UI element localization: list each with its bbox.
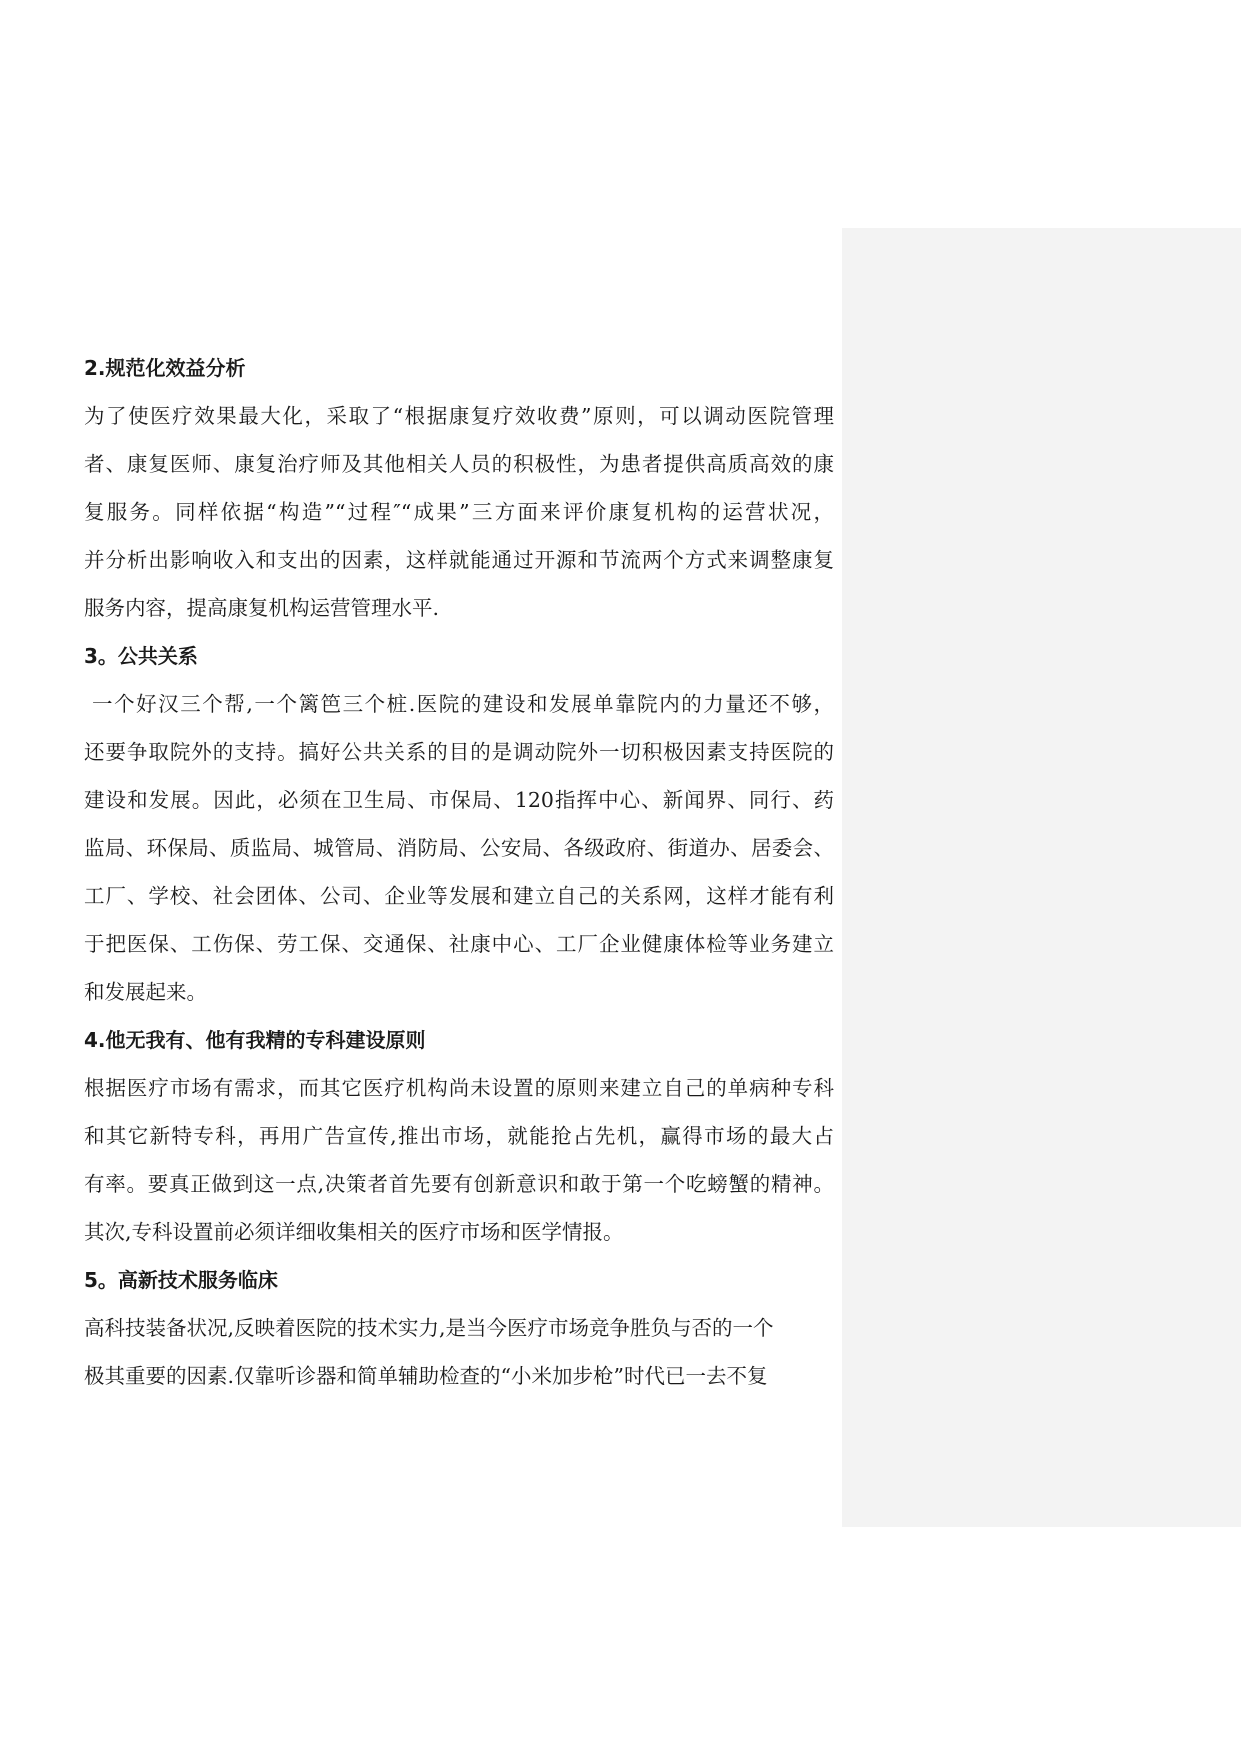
paragraph-line: 还要争取院外的支持。搞好公共关系的目的是调动院外一切积极因素支持医院的 (84, 740, 834, 764)
section-paragraph (84, 392, 834, 632)
paragraph-line: 建设和发展。因此，必须在卫生局、市保局、120指挥中心、新闻界、同行、药 (84, 788, 834, 812)
paragraph-line: 者、康复医师、康复治疗师及其他相关人员的积极性，为患者提供高质高效的康 (84, 452, 834, 476)
paragraph-line: 一个好汉三个帮,一个篱笆三个桩.医院的建设和发展单靠院内的力量还不够， (84, 692, 834, 716)
paragraph-line: 监局、环保局、质监局、城管局、消防局、公安局、各级政府、街道办、居委会、 (84, 836, 834, 860)
paragraph-line: 服务内容，提高康复机构运营管理水平. (84, 596, 440, 620)
section-high-tech-clinical (84, 1256, 834, 1400)
comment-margin-pane (842, 228, 1241, 1527)
section-heading: 3。公共关系 (84, 644, 198, 668)
document-body (84, 344, 834, 1400)
paragraph-line: 于把医保、工伤保、劳工保、交通保、社康中心、工厂企业健康体检等业务建立 (84, 932, 834, 956)
section-public-relations (84, 632, 834, 1016)
paragraph-line: 为了使医疗效果最大化，采取了“根据康复疗效收费”原则，可以调动医院管理 (84, 404, 834, 428)
paragraph-line: 根据医疗市场有需求，而其它医疗机构尚未设置的原则来建立自己的单病种专科 (84, 1076, 834, 1100)
paragraph-line: 高科技装备状况,反映着医院的技术实力,是当今医疗市场竞争胜负与否的一个 (84, 1316, 774, 1340)
paragraph-line: 复服务。同样依据“构造”“过程″“成果”三方面来评价康复机构的运营状况， (84, 500, 834, 524)
section-specialty-principle (84, 1016, 834, 1256)
section-paragraph (84, 1304, 834, 1400)
section-paragraph (84, 1064, 834, 1256)
section-heading: 4.他无我有、他有我精的专科建设原则 (84, 1028, 426, 1052)
section-paragraph (84, 680, 834, 1016)
paragraph-line: 极其重要的因素.仅靠听诊器和简单辅助检查的“小米加步枪”时代已一去不复 (84, 1364, 768, 1388)
paragraph-line: 和发展起来。 (84, 980, 207, 1004)
paragraph-line: 和其它新特专科，再用广告宣传,推出市场，就能抢占先机，赢得市场的最大占 (84, 1124, 834, 1148)
section-heading: 5。高新技术服务临床 (84, 1268, 278, 1292)
paragraph-line: 有率。要真正做到这一点,决策者首先要有创新意识和敢于第一个吃螃蟹的精神。 (84, 1172, 834, 1196)
paragraph-line: 工厂、学校、社会团体、公司、企业等发展和建立自己的关系网，这样才能有利 (84, 884, 834, 908)
section-efficiency-analysis (84, 344, 834, 632)
paragraph-line: 并分析出影响收入和支出的因素，这样就能通过开源和节流两个方式来调整康复 (84, 548, 834, 572)
paragraph-line: 其次,专科设置前必须详细收集相关的医疗市场和医学情报。 (84, 1220, 624, 1244)
section-heading: 2.规范化效益分析 (84, 356, 246, 380)
